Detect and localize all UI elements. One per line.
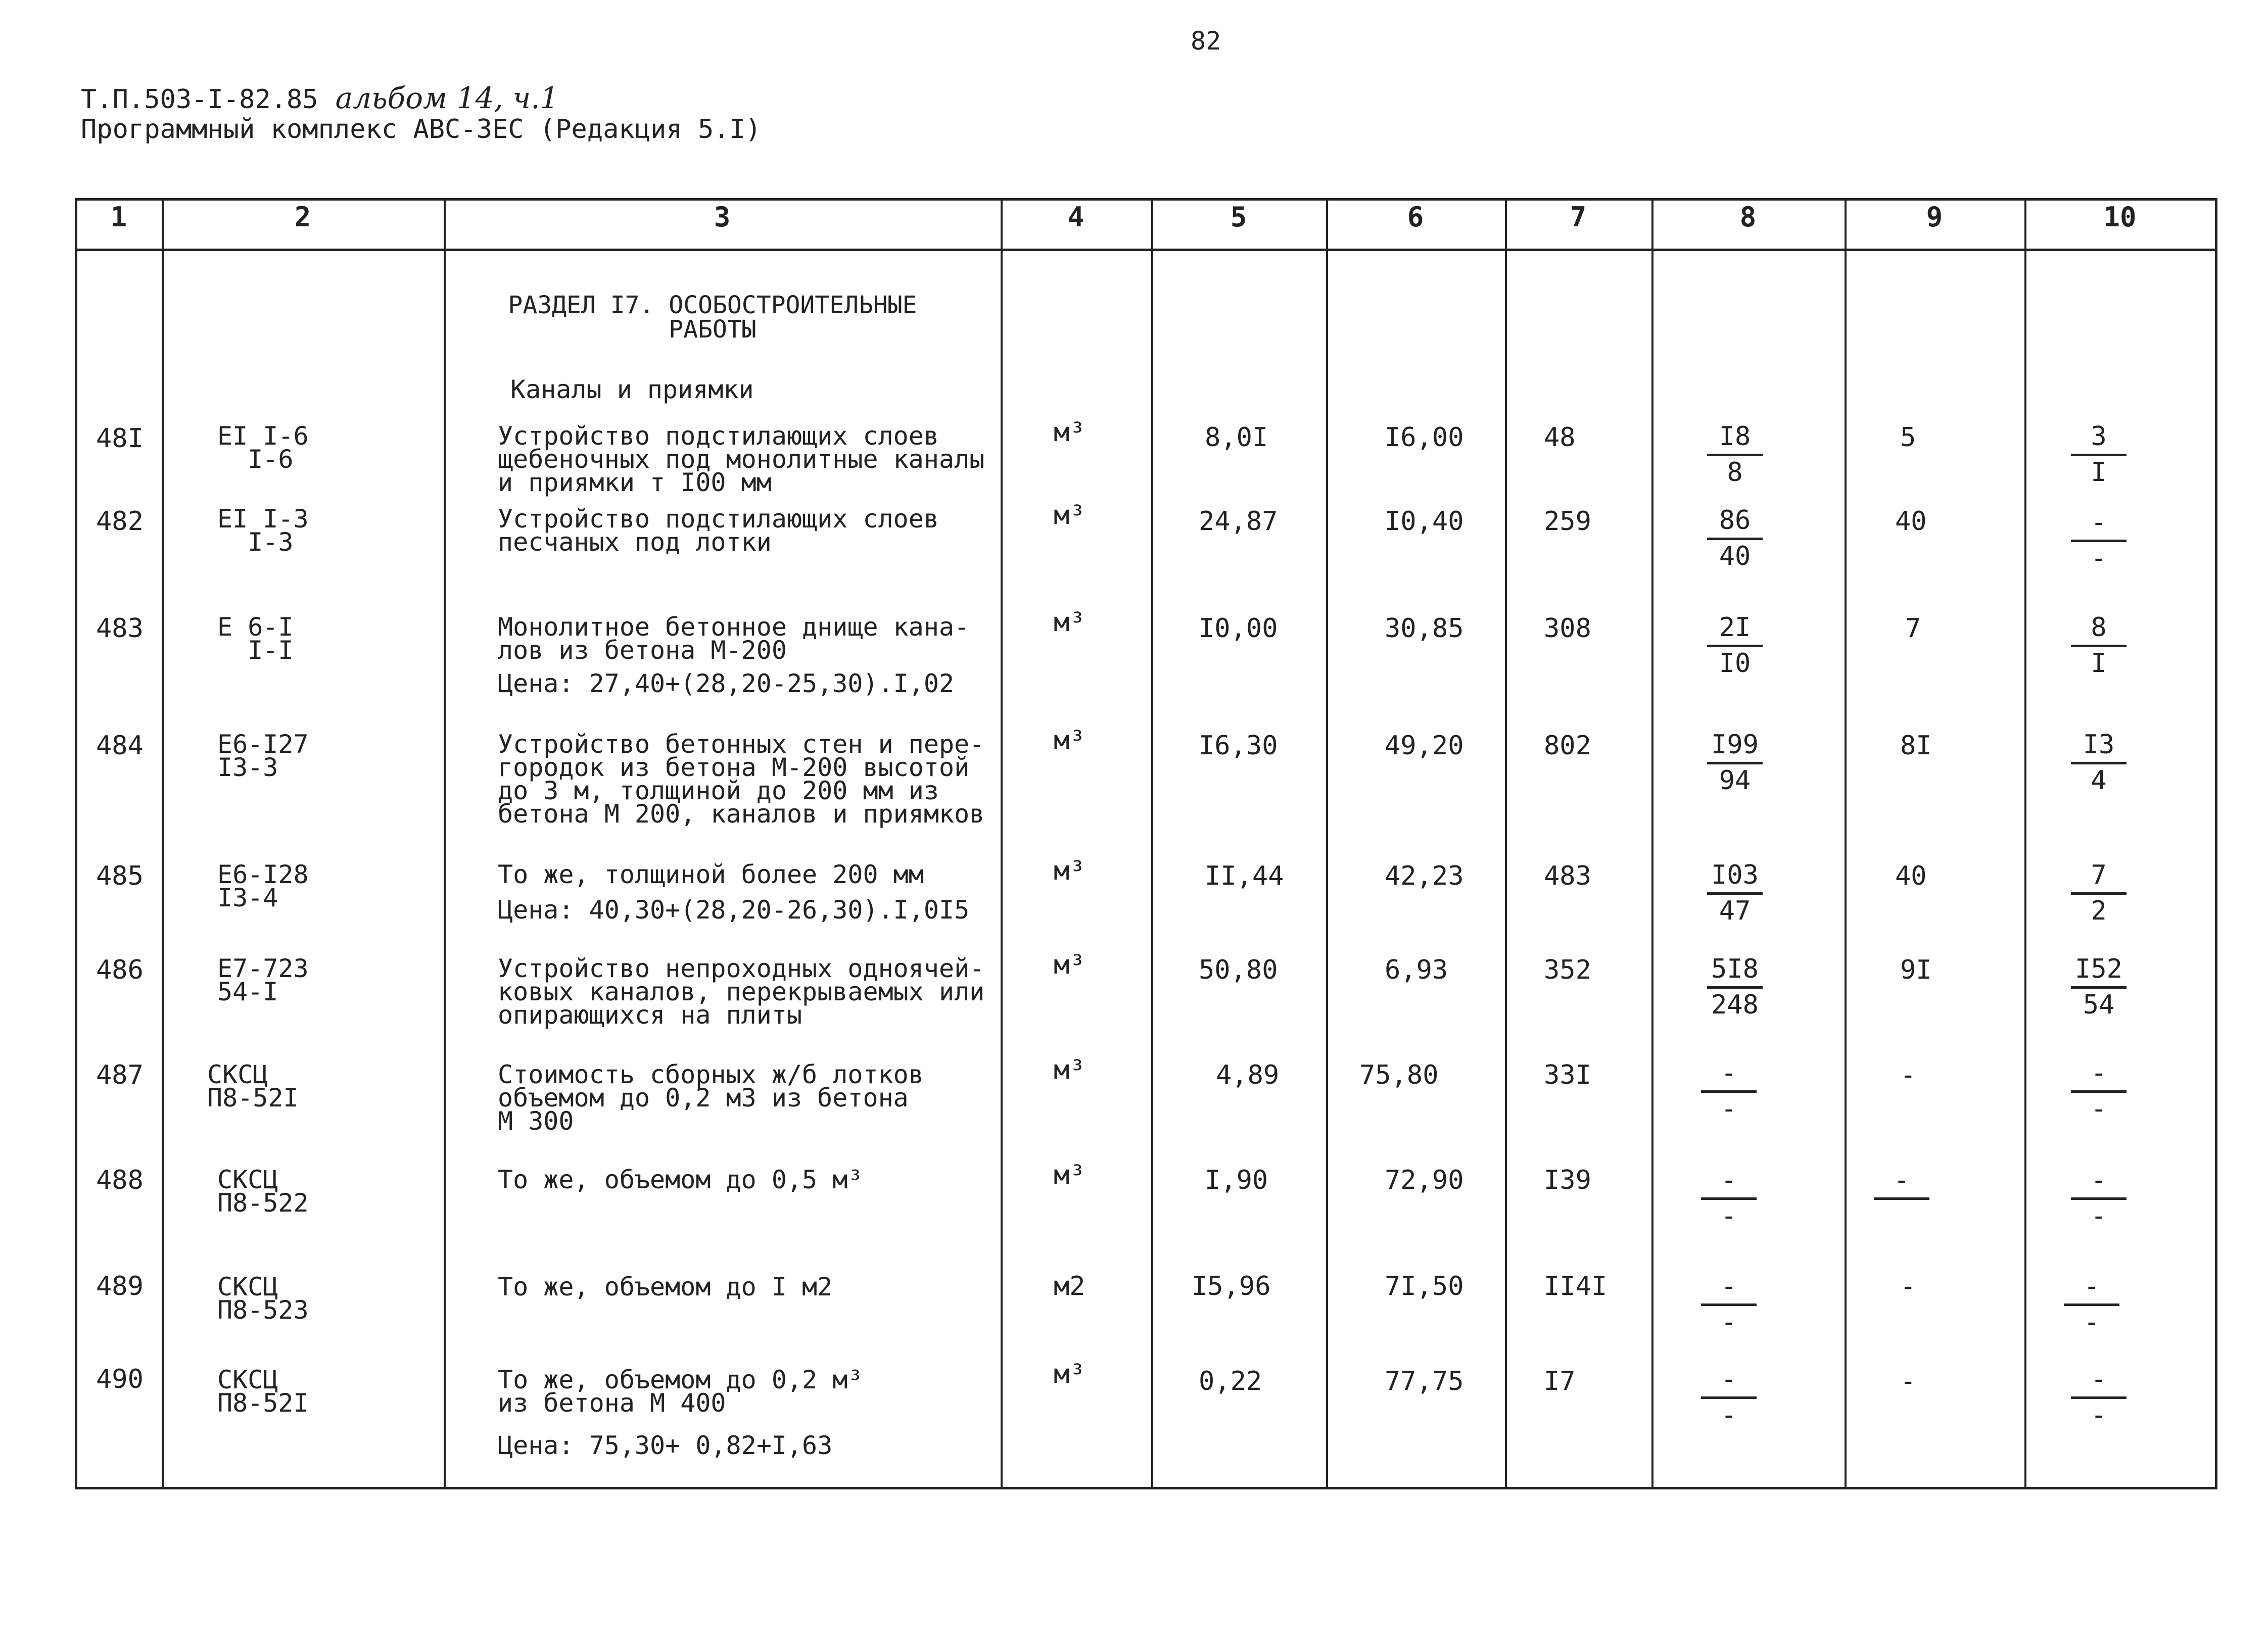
- page-number: 82: [1191, 26, 1221, 56]
- column-header-3: 3: [714, 201, 731, 233]
- column-header-1: 1: [110, 201, 127, 233]
- row-code: СКСЦ П8-52I: [217, 1365, 309, 1418]
- col10-fraction: - -: [2071, 508, 2127, 572]
- row-description: Устройство подстилающих слоев песчаных под лотки: [498, 504, 939, 557]
- row-unit-price: 72,90: [1385, 1165, 1464, 1195]
- row-unit: м³: [1054, 1160, 1085, 1190]
- row-description: То же, объемом до 0,2 м³ из бетона М 400: [498, 1365, 863, 1418]
- col8-fraction: - -: [1701, 1272, 1757, 1336]
- handwritten-note: альбом 14, ч.1: [335, 81, 559, 115]
- column-header-10: 10: [2103, 201, 2137, 233]
- row-description: Устройство подстилающих слоев щебеночных под монолитные каналы и приямки т I00 мм: [498, 421, 985, 497]
- col10-fraction: I52 54: [2071, 955, 2127, 1019]
- col8-fraction: 5I8 248: [1707, 955, 1763, 1019]
- row-unit: м³: [1054, 950, 1085, 980]
- row-description: То же, толщиной более 200 мм: [498, 860, 924, 889]
- document-subtitle: Программный комплекс АВС-3ЕС (Редакция 5.I): [81, 114, 762, 144]
- row-col9: 40: [1895, 861, 1927, 891]
- column-divider: [1505, 198, 1507, 1489]
- row-number: 488: [96, 1165, 144, 1195]
- col10-fraction: - -: [2071, 1365, 2127, 1429]
- row-description: То же, объемом до 0,5 м³: [498, 1165, 863, 1194]
- row-code: E7-723 54-I: [217, 954, 309, 1006]
- row-code: E6-I27 I3-3: [217, 730, 309, 782]
- column-divider: [1651, 198, 1653, 1489]
- col8-fraction: 2I I0: [1707, 613, 1763, 678]
- row-description: Устройство непроходных одноячей- ковых каналов, перекрываемых или опирающихся на плиты: [498, 954, 985, 1030]
- column-divider: [1845, 198, 1847, 1489]
- row-unit-price: 6,93: [1385, 955, 1448, 985]
- document-code: Т.П.503-I-82.85: [81, 84, 318, 115]
- column-divider: [1151, 198, 1153, 1489]
- row-total: 483: [1544, 861, 1591, 891]
- row-quantity: 0,22: [1199, 1366, 1262, 1396]
- row-col9: 7: [1905, 613, 1921, 644]
- row-col9: 5: [1900, 422, 1916, 453]
- col8-fraction: 86 40: [1707, 506, 1763, 570]
- section-subtitle: Каналы и приямки: [510, 375, 754, 404]
- row-description: Монолитное бетонное днище кана- лов из бетона М-200: [498, 612, 970, 665]
- column-divider: [1001, 198, 1003, 1489]
- row-quantity: II,44: [1205, 861, 1284, 891]
- row-quantity: I5,96: [1192, 1271, 1271, 1301]
- col8-fraction: - -: [1701, 1059, 1757, 1123]
- column-header-8: 8: [1739, 201, 1757, 233]
- row-col9: 40: [1895, 506, 1927, 537]
- column-header-4: 4: [1067, 201, 1084, 233]
- row-code: E6-I28 I3-4: [217, 860, 309, 912]
- row-unit-price: 30,85: [1385, 613, 1464, 644]
- row-number: 486: [96, 955, 144, 985]
- row-total: 259: [1544, 506, 1591, 537]
- col8-fraction: - -: [1701, 1166, 1757, 1230]
- row-number: 484: [96, 731, 144, 761]
- row-unit-price: 7I,50: [1385, 1271, 1464, 1301]
- row-number: 482: [96, 506, 144, 537]
- row-price-note: Цена: 27,40+(28,20-25,30).I,02: [498, 669, 955, 698]
- row-unit: м³: [1054, 607, 1085, 638]
- row-unit-price: I0,40: [1385, 506, 1464, 537]
- col10-fraction: 7 2: [2071, 861, 2127, 925]
- column-header-9: 9: [1926, 201, 1943, 233]
- row-number: 489: [96, 1271, 144, 1301]
- row-total: 48: [1544, 422, 1576, 453]
- row-number: 485: [96, 861, 144, 891]
- col10-fraction: - -: [2071, 1166, 2127, 1230]
- column-divider: [1326, 198, 1328, 1489]
- col10-fraction: - -: [2071, 1059, 2127, 1123]
- column-divider: [162, 198, 164, 1489]
- row-total: 33I: [1544, 1060, 1591, 1090]
- row-code: СКСЦ П8-52I: [207, 1060, 299, 1113]
- row-price-note: Цена: 75,30+ 0,82+I,63: [498, 1431, 833, 1460]
- row-description: Устройство бетонных стен и пере- городок из бетона М-200 высотой до 3 м, толщиной до 200 мм из бетона М 200, каналов и приямков: [498, 730, 985, 829]
- document-code-line: [81, 81, 559, 115]
- column-header-7: 7: [1570, 201, 1587, 233]
- col8-fraction: I99 94: [1707, 731, 1763, 795]
- row-code: СКСЦ П8-522: [217, 1165, 309, 1218]
- row-number: 487: [96, 1060, 144, 1090]
- row-number: 483: [96, 613, 144, 644]
- row-unit: м³: [1054, 726, 1085, 756]
- row-unit: м³: [1054, 417, 1085, 448]
- row-col9: -: [1900, 1060, 1916, 1090]
- column-divider: [2024, 198, 2026, 1489]
- row-col9: 9I: [1900, 955, 1932, 985]
- row-quantity: 24,87: [1199, 506, 1278, 537]
- col10-fraction: - -: [2064, 1272, 2119, 1336]
- row-total: 802: [1544, 731, 1591, 761]
- row-col9: 8I: [1900, 731, 1932, 761]
- row-number: 48I: [96, 423, 144, 454]
- row-unit-price: 75,80: [1359, 1060, 1439, 1090]
- column-divider: [444, 198, 446, 1489]
- row-col9: -: [1900, 1366, 1916, 1396]
- row-unit: м³: [1054, 500, 1085, 530]
- row-code: EI I-3 I-3: [217, 504, 309, 557]
- row-description: То же, объемом до I м2: [498, 1272, 833, 1301]
- col10-fraction: 8 I: [2071, 613, 2127, 678]
- row-quantity: I6,30: [1199, 731, 1278, 761]
- row-price-note: Цена: 40,30+(28,20-26,30).I,0I5: [498, 895, 970, 925]
- column-header-2: 2: [294, 201, 311, 233]
- row-code: E 6-I I-I: [217, 612, 294, 665]
- col9-fraction: -: [1874, 1166, 1929, 1202]
- row-quantity: 8,0I: [1205, 422, 1268, 453]
- row-total: 308: [1544, 613, 1591, 644]
- row-quantity: 50,80: [1199, 955, 1278, 985]
- row-unit: м³: [1054, 1359, 1085, 1389]
- col10-fraction: 3 I: [2071, 422, 2127, 487]
- section-title: РАЗДЕЛ I7. ОСОБОСТРОИТЕЛЬНЫЕ РАБОТЫ: [508, 291, 917, 344]
- column-header-5: 5: [1230, 201, 1247, 233]
- header-divider: [75, 249, 2217, 251]
- row-unit-price: 42,23: [1385, 861, 1464, 891]
- row-total: I39: [1544, 1165, 1591, 1195]
- row-unit-price: 77,75: [1385, 1366, 1464, 1396]
- row-number: 490: [96, 1364, 144, 1394]
- row-total: 352: [1544, 955, 1591, 985]
- column-header-6: 6: [1407, 201, 1424, 233]
- row-code: СКСЦ П8-523: [217, 1272, 309, 1325]
- col8-fraction: I03 47: [1707, 861, 1763, 925]
- row-total: I7: [1544, 1366, 1576, 1396]
- row-unit: м2: [1054, 1271, 1085, 1301]
- row-quantity: 4,89: [1216, 1060, 1280, 1090]
- row-total: II4I: [1544, 1271, 1608, 1301]
- row-code: EI I-6 I-6: [217, 421, 309, 474]
- col8-fraction: - -: [1701, 1365, 1757, 1429]
- row-unit-price: I6,00: [1385, 422, 1464, 453]
- row-col9: -: [1900, 1271, 1916, 1301]
- col8-fraction: I8 8: [1707, 422, 1763, 487]
- row-quantity: I,90: [1205, 1165, 1268, 1195]
- row-description: Стоимость сборных ж/б лотков объемом до 0,2 м3 из бетона М 300: [498, 1060, 924, 1136]
- row-unit-price: 49,20: [1385, 731, 1464, 761]
- row-unit: м³: [1054, 1055, 1085, 1085]
- table-frame: [75, 198, 2217, 1489]
- col10-fraction: I3 4: [2071, 731, 2127, 795]
- row-quantity: I0,00: [1199, 613, 1278, 644]
- row-unit: м³: [1054, 856, 1085, 886]
